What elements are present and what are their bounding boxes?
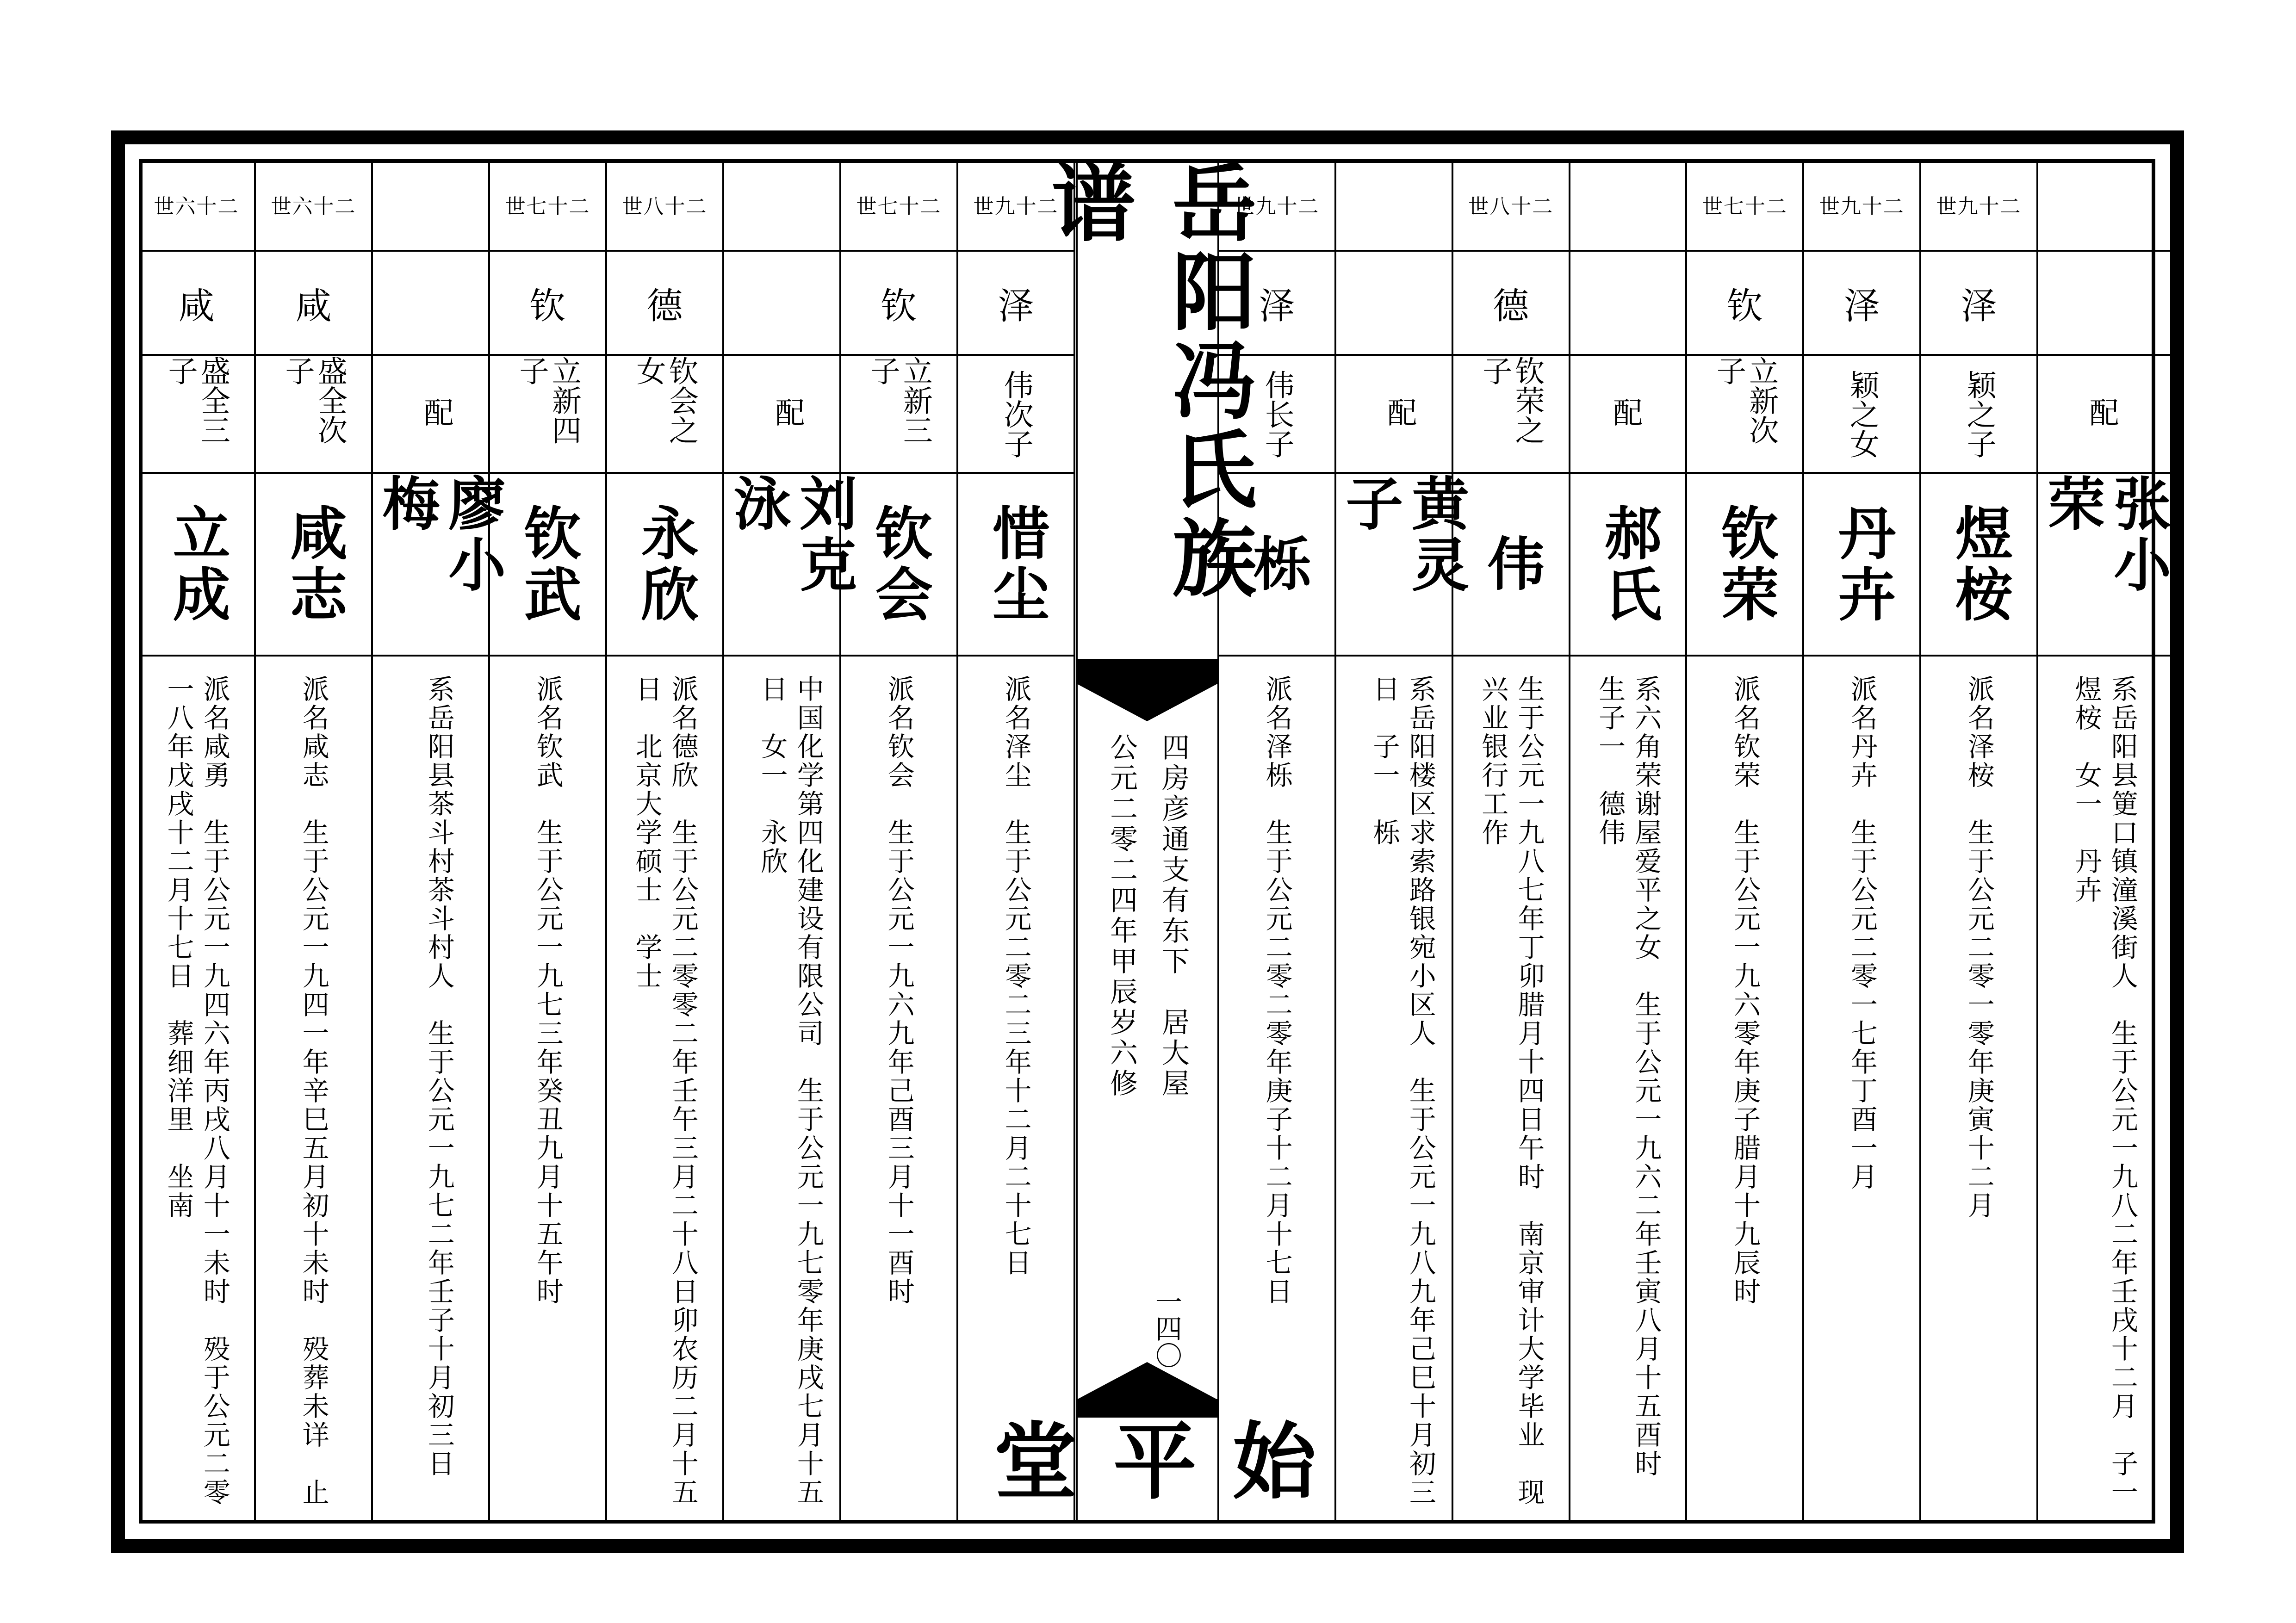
biography-cell bbox=[724, 657, 856, 1524]
generation-text: 世六十二 bbox=[271, 195, 356, 218]
biography-cell bbox=[607, 657, 722, 1524]
generation-character-cell bbox=[1687, 252, 1802, 356]
name-cell bbox=[1570, 474, 1686, 657]
person-column bbox=[1804, 159, 1921, 1524]
generation-cell bbox=[607, 159, 722, 252]
generation-text: 世九十二 bbox=[1936, 195, 2022, 218]
name-text: 煜桉 bbox=[1945, 503, 2012, 626]
generation-cell bbox=[1453, 159, 1569, 252]
biography-cell bbox=[1921, 657, 2036, 1524]
generation-text: 世七十二 bbox=[856, 195, 942, 218]
relation-text: 盛全三子 bbox=[163, 356, 230, 445]
biography-cell bbox=[1804, 657, 1919, 1524]
page-number: 一四〇 bbox=[1151, 1288, 1182, 1369]
generation-text: 世七十二 bbox=[505, 195, 590, 218]
biography-text: 派名泽桉 生于公元二零一零年庚寅十二月 bbox=[1963, 675, 1995, 1220]
spine-band-bottom bbox=[1078, 1399, 1217, 1418]
biography-cell bbox=[1453, 657, 1569, 1524]
relation-cell bbox=[1804, 356, 1919, 474]
relation-cell bbox=[256, 356, 371, 474]
relation-cell bbox=[139, 356, 254, 474]
left-page bbox=[139, 159, 1076, 1524]
biography-cell bbox=[490, 657, 605, 1524]
name-text: 栎 bbox=[1243, 533, 1310, 595]
name-cell bbox=[1336, 474, 1468, 657]
generation-cell bbox=[256, 159, 371, 252]
generation-character-text: 泽 bbox=[1961, 285, 1997, 327]
generation-character-cell bbox=[724, 252, 856, 356]
genealogy-title: 岳阳冯氏族谱 bbox=[1038, 159, 1257, 603]
relation-text: 配 bbox=[1387, 396, 1417, 431]
biography-cell bbox=[1336, 657, 1468, 1524]
generation-character-cell bbox=[490, 252, 605, 356]
generation-character-cell bbox=[607, 252, 722, 356]
name-cell bbox=[841, 474, 956, 657]
spine-band-top bbox=[1078, 659, 1217, 684]
generation-cell bbox=[841, 159, 956, 252]
relation-cell bbox=[490, 356, 605, 474]
relation-cell bbox=[724, 356, 856, 474]
biography-text: 派名泽尘 生于公元二零二三年十二月二十七日 bbox=[1000, 675, 1032, 1277]
relation-cell bbox=[1570, 356, 1686, 474]
generation-text: 世九十二 bbox=[1234, 195, 1320, 218]
biography-cell bbox=[1687, 657, 1802, 1524]
name-cell bbox=[256, 474, 371, 657]
relation-text: 钦荣之子 bbox=[1477, 356, 1545, 445]
generation-text: 世九十二 bbox=[973, 195, 1059, 218]
generation-text: 世八十二 bbox=[622, 195, 707, 218]
generation-cell bbox=[1687, 159, 1802, 252]
relation-text: 钦会之女 bbox=[631, 356, 698, 445]
name-cell bbox=[490, 474, 605, 657]
generation-character-text: 德 bbox=[646, 285, 683, 327]
biography-text: 系六角荣谢屋爱平之女 生于公元一九六二年壬寅八月十五酉时 生子一 德伟 bbox=[1594, 675, 1662, 1507]
spine-fishtail-bottom bbox=[1078, 1362, 1216, 1399]
biography-cell bbox=[256, 657, 371, 1524]
generation-text: 世九十二 bbox=[1819, 195, 1905, 218]
generation-character-text: 泽 bbox=[998, 285, 1034, 327]
person-column bbox=[841, 159, 958, 1524]
person-column bbox=[1219, 159, 1336, 1524]
relation-text: 立新三子 bbox=[865, 356, 932, 445]
spine-fishtail-top bbox=[1078, 684, 1216, 721]
person-column bbox=[1570, 159, 1688, 1524]
name-cell bbox=[2038, 474, 2170, 657]
relation-text: 配 bbox=[424, 396, 454, 431]
generation-text: 世八十二 bbox=[1468, 195, 1554, 218]
name-text: 伟 bbox=[1477, 533, 1545, 595]
relation-cell bbox=[607, 356, 722, 474]
relation-text: 伟次子 bbox=[999, 369, 1033, 458]
generation-character-cell bbox=[256, 252, 371, 356]
name-text: 钦荣 bbox=[1712, 503, 1779, 626]
generation-cell bbox=[490, 159, 605, 252]
name-text: 惜尘 bbox=[982, 503, 1049, 626]
generation-character-text: 钦 bbox=[1726, 285, 1763, 327]
relation-text: 盛全次子 bbox=[280, 356, 347, 445]
generation-character-cell bbox=[1336, 252, 1468, 356]
relation-text: 伟长子 bbox=[1260, 369, 1294, 458]
edition-text: 公元二零二四年甲辰岁六修 bbox=[1105, 733, 1138, 1099]
generation-cell bbox=[1804, 159, 1919, 252]
generation-character-cell bbox=[139, 252, 254, 356]
generation-character-text: 咸 bbox=[295, 285, 332, 327]
biography-text: 派名德欣 生于公元二零零二年壬午三月二十八日卯农历二月十五日 北京大学硕士 学士 bbox=[631, 675, 699, 1507]
person-column bbox=[256, 159, 373, 1524]
generation-character-text: 泽 bbox=[1259, 285, 1295, 327]
generation-text: 世六十二 bbox=[154, 195, 239, 218]
generation-character-cell bbox=[1804, 252, 1919, 356]
biography-text: 派名丹卉 生于公元二零一七年丁酉一月 bbox=[1846, 675, 1878, 1191]
biography-text: 派名钦武 生于公元一九七三年癸丑九月十五午时 bbox=[532, 675, 564, 1306]
biography-cell bbox=[1570, 657, 1686, 1524]
generation-cell bbox=[1219, 159, 1334, 252]
name-text: 丹卉 bbox=[1829, 503, 1896, 626]
name-cell bbox=[724, 474, 856, 657]
generation-character-cell bbox=[1921, 252, 2036, 356]
biography-cell bbox=[2038, 657, 2170, 1536]
generation-character-text: 德 bbox=[1493, 285, 1529, 327]
biography-cell bbox=[841, 657, 956, 1524]
right-page bbox=[1219, 159, 2171, 1536]
biography-cell bbox=[1219, 657, 1334, 1524]
name-cell bbox=[607, 474, 722, 657]
person-column bbox=[490, 159, 607, 1524]
relation-cell bbox=[841, 356, 956, 474]
name-text: 立成 bbox=[163, 503, 230, 626]
person-column bbox=[1453, 159, 1570, 1524]
biography-text: 生于公元一九八七年丁卯腊月十四日午时 南京审计大学毕业 现兴业银行工作 bbox=[1477, 675, 1545, 1507]
relation-text: 立新四子 bbox=[514, 356, 581, 445]
name-cell bbox=[1687, 474, 1802, 657]
generation-cell bbox=[1570, 159, 1686, 252]
generation-cell bbox=[139, 159, 254, 252]
name-cell bbox=[373, 474, 505, 657]
generation-character-text: 钦 bbox=[881, 285, 917, 327]
relation-cell bbox=[1219, 356, 1334, 474]
person-column bbox=[139, 159, 256, 1524]
name-cell bbox=[1804, 474, 1919, 657]
biography-cell bbox=[958, 657, 1074, 1524]
generation-cell bbox=[724, 159, 856, 252]
person-column bbox=[372, 159, 506, 1524]
biography-text: 系岳阳县茶斗村茶斗村人 生于公元一九七二年壬子十月初三日 bbox=[423, 675, 455, 1478]
generation-character-cell bbox=[1219, 252, 1334, 356]
generation-cell bbox=[1921, 159, 2036, 252]
name-text: 钦武 bbox=[514, 503, 581, 626]
relation-text: 配 bbox=[1613, 396, 1643, 431]
name-text: 廖小梅 bbox=[372, 474, 506, 596]
name-text: 钦会 bbox=[865, 503, 932, 626]
biography-text: 派名钦会 生于公元一九六九年己酉三月十一酉时 bbox=[883, 675, 915, 1306]
hall-name: 始平堂 bbox=[980, 1418, 1316, 1501]
generation-character-cell bbox=[2038, 252, 2170, 356]
name-text: 张小荣 bbox=[2038, 474, 2171, 596]
relation-text: 颖之子 bbox=[1961, 369, 1996, 458]
relation-cell bbox=[2038, 356, 2170, 474]
name-text: 咸志 bbox=[280, 503, 347, 626]
generation-character-cell bbox=[1453, 252, 1569, 356]
generation-character-text: 钦 bbox=[529, 285, 566, 327]
relation-cell bbox=[1687, 356, 1802, 474]
name-text: 黄灵子 bbox=[1336, 474, 1469, 596]
generation-character-cell bbox=[373, 252, 505, 356]
generation-cell bbox=[373, 159, 505, 252]
biography-text: 派名咸志 生于公元一九四一年辛巳五月初十未时 殁葬未详 止 bbox=[298, 675, 329, 1507]
name-cell bbox=[1453, 474, 1569, 657]
biography-text: 派名钦荣 生于公元一九六零年庚子腊月十九辰时 bbox=[1729, 675, 1761, 1306]
person-column bbox=[1336, 159, 1469, 1524]
person-column bbox=[724, 159, 857, 1524]
biography-text: 派名咸勇 生于公元一九四六年丙戌八月十一未时 殁于公元二零一八年戊戌十二月十七日 葬细洋里 坐南 bbox=[162, 675, 230, 1507]
name-text: 刘克泳 bbox=[724, 474, 857, 596]
biography-text: 中国化学第四化建设有限公司 生于公元一九七零年庚戌七月十五日 女一 永欣 bbox=[756, 675, 824, 1507]
name-cell bbox=[1921, 474, 2036, 657]
generation-character-text: 泽 bbox=[1843, 285, 1880, 327]
name-text: 郝氏 bbox=[1595, 503, 1662, 626]
branch-text: 四房彦通支有东下 居大屋 bbox=[1157, 733, 1190, 1099]
biography-text: 派名泽栎 生于公元二零二零年庚子十二月十七日 bbox=[1261, 675, 1293, 1306]
biography-cell bbox=[373, 657, 505, 1524]
person-column bbox=[607, 159, 724, 1524]
biography-text: 系岳阳楼区求索路银宛小区人 生于公元一九八九年己巳十月初三日 子一 栎 bbox=[1368, 675, 1436, 1507]
biography-text: 系岳阳县筻口镇潼溪街人 生于公元一九八二年壬戌十二月 子一 煜桉 女一 丹卉 bbox=[2070, 675, 2138, 1536]
person-column bbox=[1921, 159, 2038, 1524]
relation-cell bbox=[1921, 356, 2036, 474]
relation-text: 立新次子 bbox=[1711, 356, 1779, 445]
relation-text: 颖之女 bbox=[1844, 369, 1879, 458]
relation-cell bbox=[1336, 356, 1468, 474]
relation-text: 配 bbox=[2089, 396, 2119, 431]
generation-cell bbox=[2038, 159, 2170, 252]
generation-character-cell bbox=[1570, 252, 1686, 356]
relation-cell bbox=[373, 356, 505, 474]
name-cell bbox=[1219, 474, 1334, 657]
name-text: 永欣 bbox=[631, 503, 698, 626]
name-cell bbox=[139, 474, 254, 657]
person-column bbox=[2038, 159, 2171, 1536]
person-column bbox=[1687, 159, 1804, 1524]
relation-cell bbox=[1453, 356, 1569, 474]
biography-cell bbox=[139, 657, 254, 1524]
generation-character-text: 咸 bbox=[178, 285, 215, 327]
generation-text: 世七十二 bbox=[1702, 195, 1787, 218]
generation-cell bbox=[1336, 159, 1468, 252]
spine-info bbox=[1078, 733, 1217, 1353]
generation-character-cell bbox=[841, 252, 956, 356]
relation-text: 配 bbox=[775, 396, 805, 431]
